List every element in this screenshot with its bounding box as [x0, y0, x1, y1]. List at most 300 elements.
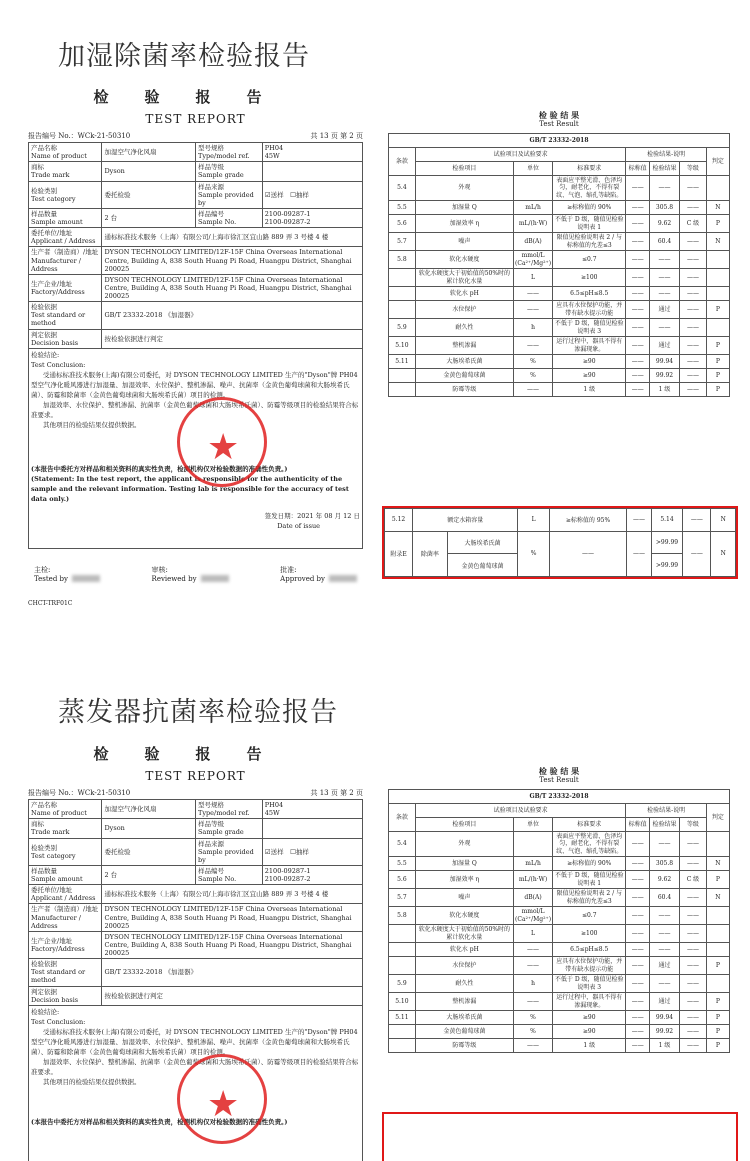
result-cell-val: ——: [626, 175, 649, 201]
issue-date-en: Date of issue: [277, 521, 320, 530]
result-cell-grade: ——: [680, 993, 707, 1011]
hl-req: ≥标称值的 95%: [549, 509, 626, 532]
result-cell-item: 噪声: [415, 233, 513, 251]
standard-header: GB/T 23332-2018: [389, 789, 730, 803]
result-cell-grade: ——: [680, 1039, 707, 1053]
signature-blurred: [72, 575, 100, 582]
value-standard: GB/T 23332-2018 《加湿器》: [102, 959, 363, 986]
label-applicant: 委托单位/地址 Applicant / Address: [29, 885, 102, 904]
result-cell-grade: ——: [680, 269, 707, 287]
label-trademark: 商标 Trade mark: [29, 162, 102, 181]
highlight-box-2: [382, 1112, 738, 1161]
test-report-doc-2: [28, 745, 363, 1161]
result-cell-judge: [706, 319, 729, 337]
result-cell-grade: ——: [680, 907, 707, 925]
result-row: [389, 957, 730, 975]
result-cell-req: ≤0.7: [553, 907, 626, 925]
label-model: 型号规格 Type/model ref.: [195, 143, 262, 162]
result-cell-unit: mL/(h·W): [514, 871, 553, 889]
value-product: 加湿空气净化风扇: [102, 143, 196, 162]
col-clause: 条款: [389, 803, 416, 831]
value-model: PH04 45W: [262, 800, 362, 819]
result-cell-judge: P: [706, 1011, 729, 1025]
form-code: CHCT-TRF01C: [28, 600, 73, 607]
result-cell-req: 1 级: [553, 383, 626, 397]
result-subtitle: Test Result: [539, 120, 579, 128]
result-cell-unit: dB(A): [514, 889, 553, 907]
result-cell-item: 金黄色葡萄球菌: [415, 1025, 513, 1039]
result-cell-grade: ——: [680, 251, 707, 269]
result-cell-res: ——: [649, 943, 679, 957]
conclusion-paragraph-2: 加湿效率、水位保护、整机渗漏、抗菌率（金黄色葡萄球菌和大肠埃希氏菌）、防霉等级项目的检验结果符合标准要求。: [31, 1058, 359, 1077]
result-cell-no: 5.11: [389, 1011, 416, 1025]
value-decision: 按检验依据进行判定: [102, 329, 363, 348]
approved-by: 批准: Approved by: [280, 566, 357, 584]
result-cell-unit: mL/h: [514, 857, 553, 871]
result-cell-no: 5.5: [389, 857, 416, 871]
result-cell-no: 5.4: [389, 831, 416, 857]
result-cell-judge: P: [706, 355, 729, 369]
result-cell-res: 305.8: [649, 201, 679, 215]
result-cell-val: ——: [626, 201, 649, 215]
result-cell-val: ——: [626, 233, 649, 251]
result-cell-item: 噪声: [415, 889, 513, 907]
hl-nominal: ——: [627, 509, 652, 532]
hl-unit: L: [518, 509, 550, 532]
statement-en: (Statement: In the test report, the applicant is responsible for the authenticity of the sample and the relevant information. Testing lab is responsible for the accuracy of test data only.): [31, 475, 349, 504]
result-cell-req: ≥90: [553, 1011, 626, 1025]
col-nominal: 标称值: [626, 161, 649, 175]
result-cell-req: 6.5≤pH≤8.5: [553, 943, 626, 957]
standard-header: GB/T 23332-2018: [389, 133, 730, 147]
result-cell-req: 应具有水位保护功能，并带有缺水提示功能: [553, 957, 626, 975]
result-row: [389, 1011, 730, 1025]
result-cell-res: 60.4: [649, 233, 679, 251]
result-cell-judge: [706, 251, 729, 269]
result-rows: [389, 175, 730, 397]
result-cell-unit: [514, 175, 553, 201]
result-cell-grade: ——: [680, 201, 707, 215]
result-cell-no: [389, 287, 416, 301]
conclusion-label: 检验结论: Test Conclusion:: [31, 350, 86, 369]
result-cell-no: 5.10: [389, 993, 416, 1011]
label-product: 产品名称 Name of product: [29, 143, 102, 162]
value-decision: 按检验依据进行判定: [102, 986, 363, 1005]
result-cell-no: 5.5: [389, 201, 416, 215]
result-cell-grade: ——: [680, 975, 707, 993]
result-cell-judge: P: [706, 993, 729, 1011]
result-cell-res: ——: [649, 287, 679, 301]
col-items: 试验项目及试验要求: [415, 803, 626, 817]
conclusion-paragraph-1: 受通标标准技术服务(上海)有限公司委托，对 DYSON TECHNOLOGY LIMITED 生产的"Dyson"牌 PH04 型空气净化暖风器进行加湿量、加湿效率、水位保护、整机渗漏、噪声、抗菌率（金黄色葡萄球菌和大肠埃希氏菌）、防霉和除菌率（金黄色葡萄球菌和大肠埃希氏菌）项目的检测。: [31, 1027, 358, 1056]
report-title-en: TEST REPORT: [145, 112, 246, 126]
result-cell-grade: ——: [680, 1025, 707, 1039]
result-row: [389, 993, 730, 1011]
result-cell-judge: P: [706, 215, 729, 233]
result-cell-unit: mL/h: [514, 201, 553, 215]
value-trademark: Dyson: [102, 819, 196, 838]
result-cell-val: ——: [626, 337, 649, 355]
result-cell-unit: %: [514, 1011, 553, 1025]
result-cell-unit: L: [514, 925, 553, 943]
label-source: 样品来源 Sample provided by: [195, 181, 262, 208]
result-cell-req: 1 级: [553, 1039, 626, 1053]
conclusion-paragraph-3: 其他项目的检验结果仅提供数据。: [43, 421, 141, 430]
result-cell-req: ≥100: [553, 269, 626, 287]
statement-cn: (本报告中委托方对样品和相关资料的真实性负责，检测机构仅对检验数据的准确性负责。): [31, 465, 288, 474]
conclusion-paragraph-2: 加湿效率、水位保护、整机渗漏、抗菌率（金黄色葡萄球菌和大肠埃希氏菌）、防霉等级项目的检验结果符合标准要求。: [31, 401, 359, 420]
result-cell-req: 应具有水位保护功能，并带有缺水提示功能: [553, 301, 626, 319]
result-cell-judge: P: [706, 957, 729, 975]
value-sample-no: 2100-09287-1 2100-09287-2: [262, 208, 362, 227]
result-cell-val: ——: [626, 251, 649, 269]
result-cell-req: 6.5≤pH≤8.5: [553, 287, 626, 301]
result-cell-res: 通过: [649, 337, 679, 355]
result-cell-no: 5.11: [389, 355, 416, 369]
signature-blurred: [201, 575, 229, 582]
hl-result: 5.14: [651, 509, 683, 532]
label-grade: 样品等级 Sample grade: [195, 819, 262, 838]
result-cell-unit: ——: [514, 1039, 553, 1053]
value-grade: [262, 819, 362, 838]
conclusion-paragraph-1: 受通标标准技术服务(上海)有限公司委托，对 DYSON TECHNOLOGY LIMITED 生产的"Dyson"牌 PH04 型空气净化暖风器进行加湿量、加湿效率、水位保护、整机渗漏、噪声、抗菌率（金黄色葡萄球菌和大肠埃希氏菌）、防霉和除菌率（金黄色葡萄球菌和大肠埃希氏菌）项目的检测。: [31, 370, 358, 399]
result-row: [389, 337, 730, 355]
result-cell-item: 整机渗漏: [415, 337, 513, 355]
result-cell-unit: %: [514, 1025, 553, 1039]
result-cell-req: ≤0.7: [553, 251, 626, 269]
result-cell-no: 5.7: [389, 889, 416, 907]
result-row: [389, 1039, 730, 1053]
result-cell-item: 加湿量 Q: [415, 201, 513, 215]
result-cell-res: 99.94: [649, 355, 679, 369]
result-cell-grade: C 级: [680, 215, 707, 233]
col-item: 检验项目: [415, 161, 513, 175]
label-source: 样品来源 Sample provided by: [195, 838, 262, 865]
result-cell-item: 外观: [415, 175, 513, 201]
label-amount: 样品数量 Sample amount: [29, 208, 102, 227]
value-standard: GB/T 23332-2018 《加湿器》: [102, 302, 363, 329]
result-cell-item: 金黄色葡萄球菌: [415, 369, 513, 383]
result-cell-grade: ——: [680, 319, 707, 337]
hl2-item: 除菌率: [413, 531, 448, 576]
conclusion-cell: [29, 348, 363, 548]
result-cell-val: ——: [626, 1039, 649, 1053]
result-cell-unit: mmol/L (Ca²⁺/Mg²⁺): [515, 908, 552, 923]
result-cell-judge: P: [706, 301, 729, 319]
highlighted-rows: 5.12 额定水箱容量 L ≥标称值的 95% —— 5.14 —— N 附录E 除菌率 大肠埃希氏菌 % —— —— >99.99 —— N 金黄色葡萄球菌 >99.99: [384, 508, 736, 577]
result-cell-judge: N: [706, 889, 729, 907]
result-row: [389, 301, 730, 319]
result-cell-req: ≥90: [553, 1025, 626, 1039]
label-applicant: 委托单位/地址 Applicant / Address: [29, 228, 102, 247]
value-sample-no: 2100-09287-1 2100-09287-2: [262, 865, 362, 884]
col-req: 标准要求: [553, 161, 626, 175]
label-decision: 判定依据 Decision basis: [29, 329, 102, 348]
test-result-doc-2: [388, 766, 730, 1161]
result-cell-req: 限值见检验说明表 2 / 与标称值的允差≤3: [553, 889, 626, 907]
value-factory: DYSON TECHNOLOGY LIMITED/12F-15F China Overseas International Centre, Building A, 838 South Huang Pi Road, Huangpu District, Shanghai 200025: [102, 274, 363, 301]
result-cell-unit: mL/(h·W): [514, 215, 553, 233]
result-cell-judge: [706, 175, 729, 201]
report-title-cn-2: 检验报告: [93, 745, 298, 763]
result-row: [389, 889, 730, 907]
col-item: 检验项目: [415, 817, 513, 831]
report-info-table: [28, 142, 363, 549]
hl-grade: ——: [683, 509, 711, 532]
result-cell-item: 外观: [415, 831, 513, 857]
result-cell-item: 软化水硬度大于初始值的50%时的累计软化水量: [415, 925, 513, 943]
statement-cn: (本报告中委托方对样品和相关资料的真实性负责，检测机构仅对检验数据的准确性负责。): [31, 1118, 288, 1127]
hl-judge: N: [711, 509, 736, 532]
official-seal-stamp: [177, 397, 267, 487]
result-cell-judge: [706, 287, 729, 301]
result-cell-no: 5.6: [389, 871, 416, 889]
result-cell-val: ——: [626, 907, 649, 925]
label-product: 产品名称 Name of product: [29, 800, 102, 819]
result-row: [389, 369, 730, 383]
label-standard: 检验依据 Test standard or method: [29, 959, 102, 986]
result-cell-no: 5.7: [389, 233, 416, 251]
result-cell-res: ——: [649, 907, 679, 925]
value-applicant: 通标标准技术服务（上海）有限公司/上海市徐汇区宜山路 889 弄 3 号楼 4 楼: [102, 885, 363, 904]
report-number-2: 报告编号 No.：WCk-21-50310: [28, 789, 131, 797]
issue-date: 签发日期：2021 年 08 月 12 日: [264, 511, 360, 520]
star-icon: ★: [207, 426, 240, 468]
result-cell-res: 通过: [649, 957, 679, 975]
hl2-result1: >99.99: [651, 531, 683, 554]
result-cell-res: 9.62: [649, 215, 679, 233]
conclusion-label: 检验结论: Test Conclusion:: [31, 1007, 86, 1026]
result-cell-no: [389, 943, 416, 957]
result-cell-req: 不低于 D 级，随值见检验说明表 3: [553, 975, 626, 993]
result-cell-grade: C 级: [680, 871, 707, 889]
result-cell-res: ——: [649, 251, 679, 269]
col-results: 检验结果-说明: [626, 803, 706, 817]
result-cell-val: ——: [626, 369, 649, 383]
label-sample-no: 样品编号 Sample No.: [195, 208, 262, 227]
label-manufacturer: 生产者（制造商）/地址 Manufacturer / Address: [29, 247, 102, 274]
result-title: 检 验 结 果: [538, 110, 580, 120]
label-grade: 样品等级 Sample grade: [195, 162, 262, 181]
result-cell-req: ≥标称值的 90%: [553, 201, 626, 215]
result-cell-item: 整机渗漏: [415, 993, 513, 1011]
value-factory: DYSON TECHNOLOGY LIMITED/12F-15F China Overseas International Centre, Building A, 838 South Huang Pi Road, Huangpu District, Shanghai 200025: [102, 931, 363, 958]
result-cell-res: ——: [649, 975, 679, 993]
result-cell-val: ——: [626, 889, 649, 907]
value-source: ☑送样 ☐抽样: [262, 838, 362, 865]
result-cell-grade: ——: [680, 925, 707, 943]
result-row: [389, 975, 730, 993]
report-title-en-2: TEST REPORT: [145, 769, 246, 783]
result-row: [389, 831, 730, 857]
value-amount: 2 台: [102, 865, 196, 884]
result-cell-item: 加湿量 Q: [415, 857, 513, 871]
result-cell-no: [389, 1025, 416, 1039]
label-model: 型号规格 Type/model ref.: [195, 800, 262, 819]
result-cell-judge: [706, 831, 729, 857]
result-cell-no: [389, 269, 416, 287]
result-cell-grade: ——: [680, 301, 707, 319]
result-cell-grade: ——: [680, 383, 707, 397]
result-cell-item: 软化水硬度大于初始值的50%时的累计软化水量: [415, 269, 513, 287]
reviewed-by: 审核: Reviewed by: [152, 566, 229, 584]
result-cell-val: ——: [626, 269, 649, 287]
result-cell-item: 软化水 pH: [415, 943, 513, 957]
result-row: [389, 287, 730, 301]
section-title-2: 蒸发器抗菌率检验报告: [58, 697, 338, 728]
result-cell-judge: P: [706, 1039, 729, 1053]
result-cell-req: 限值见检验说明表 2 / 与标称值的允差≤3: [553, 233, 626, 251]
result-cell-item: 水位保护: [415, 301, 513, 319]
result-cell-req: ≥100: [553, 925, 626, 943]
value-source: ☑送样 ☐抽样: [262, 181, 362, 208]
result-row: [389, 925, 730, 943]
result-cell-res: ——: [649, 831, 679, 857]
result-cell-grade: ——: [680, 369, 707, 383]
result-cell-req: 运行过程中，器具不得有渗漏现象。: [553, 993, 626, 1011]
result-cell-no: [389, 925, 416, 943]
result-cell-res: 9.62: [649, 871, 679, 889]
result-cell-grade: ——: [680, 857, 707, 871]
result-cell-unit: mmol/L (Ca²⁺/Mg²⁺): [515, 252, 552, 267]
result-cell-val: ——: [626, 215, 649, 233]
result-table-2: [388, 789, 730, 1054]
result-cell-val: ——: [626, 857, 649, 871]
col-results: 检验结果-说明: [626, 147, 706, 161]
result-cell-judge: P: [706, 871, 729, 889]
result-title-2: 检 验 结 果: [538, 766, 580, 776]
value-manufacturer: DYSON TECHNOLOGY LIMITED/12F-15F China Overseas International Centre, Building A, 838 South Huang Pi Road, Huangpu District, Shanghai 200025: [102, 247, 363, 274]
result-row: [389, 319, 730, 337]
result-cell-grade: ——: [680, 889, 707, 907]
col-unit: 单位: [514, 817, 553, 831]
result-cell-item: 防霉等级: [415, 1039, 513, 1053]
result-table: [388, 133, 730, 398]
col-judge: 判定: [706, 147, 729, 175]
hl2-sub2: 金黄色葡萄球菌: [447, 554, 518, 577]
label-manufacturer: 生产者（制造商）/地址 Manufacturer / Address: [29, 904, 102, 931]
result-cell-res: 305.8: [649, 857, 679, 871]
test-report-doc: [28, 88, 363, 608]
result-rows-2: [389, 831, 730, 1053]
result-row: [389, 857, 730, 871]
result-cell-judge: P: [706, 1025, 729, 1039]
label-trademark: 商标 Trade mark: [29, 819, 102, 838]
result-cell-judge: P: [706, 369, 729, 383]
result-cell-res: 通过: [649, 301, 679, 319]
result-row: [389, 251, 730, 269]
result-cell-val: ——: [626, 993, 649, 1011]
result-cell-res: ——: [649, 925, 679, 943]
value-product: 加湿空气净化风扇: [102, 800, 196, 819]
hl2-req: ——: [549, 531, 626, 576]
result-cell-grade: ——: [680, 355, 707, 369]
result-row: [389, 1025, 730, 1039]
result-cell-item: 加湿效率 η: [415, 871, 513, 889]
result-cell-judge: N: [706, 233, 729, 251]
result-cell-unit: ——: [514, 957, 553, 975]
highlight-box: [382, 506, 738, 579]
result-cell-unit: %: [514, 355, 553, 369]
result-cell-val: ——: [626, 319, 649, 337]
result-row: [389, 233, 730, 251]
result-cell-item: 耐久性: [415, 975, 513, 993]
result-cell-unit: L: [514, 269, 553, 287]
result-subtitle-2: Test Result: [539, 776, 579, 784]
result-cell-req: 运行过程中，器具不得有渗漏现象。: [553, 337, 626, 355]
result-cell-res: 60.4: [649, 889, 679, 907]
result-cell-req: 不低于 D 级，随值见检验说明表 3: [553, 319, 626, 337]
result-cell-val: ——: [626, 831, 649, 857]
result-row: [389, 175, 730, 201]
result-cell-res: 通过: [649, 993, 679, 1011]
result-cell-val: ——: [626, 355, 649, 369]
result-cell-item: 软化水 pH: [415, 287, 513, 301]
result-cell-req: 表面应平整光滑，色泽均匀，耐老化，不得有裂纹、气泡、缩孔等缺陷。: [553, 175, 626, 201]
label-amount: 样品数量 Sample amount: [29, 865, 102, 884]
result-cell-item: 软化水硬度: [415, 907, 513, 925]
result-cell-val: ——: [626, 301, 649, 319]
official-seal-stamp: [177, 1054, 267, 1144]
hl-item: 额定水箱容量: [413, 509, 518, 532]
result-cell-res: ——: [649, 175, 679, 201]
value-trademark: Dyson: [102, 162, 196, 181]
result-cell-unit: h: [514, 319, 553, 337]
section-title-1: 加湿除菌率检验报告: [58, 41, 310, 72]
result-cell-val: ——: [626, 871, 649, 889]
result-cell-item: 软化水硬度: [415, 251, 513, 269]
result-cell-unit: h: [514, 975, 553, 993]
result-cell-item: 水位保护: [415, 957, 513, 975]
result-cell-grade: ——: [680, 957, 707, 975]
result-cell-grade: ——: [680, 287, 707, 301]
result-cell-req: ≥标称值的 90%: [553, 857, 626, 871]
col-unit: 单位: [514, 161, 553, 175]
result-row: [389, 269, 730, 287]
value-applicant: 通标标准技术服务（上海）有限公司/上海市徐汇区宜山路 889 弄 3 号楼 4 楼: [102, 228, 363, 247]
label-category: 检验类别 Test category: [29, 181, 102, 208]
result-cell-no: [389, 1039, 416, 1053]
conclusion-paragraph-3: 其他项目的检验结果仅提供数据。: [43, 1078, 141, 1087]
result-cell-grade: ——: [680, 1011, 707, 1025]
hl-clause: 5.12: [385, 509, 413, 532]
col-grade: 等级: [680, 161, 707, 175]
result-row: [389, 871, 730, 889]
result-cell-unit: ——: [514, 943, 553, 957]
result-cell-unit: ——: [514, 337, 553, 355]
result-cell-val: ——: [626, 975, 649, 993]
result-cell-judge: [706, 907, 729, 925]
label-factory: 生产企业/地址 Factory/Address: [29, 931, 102, 958]
label-standard: 检验依据 Test standard or method: [29, 302, 102, 329]
result-cell-item: 大肠埃希氏菌: [415, 1011, 513, 1025]
hl2-unit: %: [518, 531, 550, 576]
result-row: [389, 907, 730, 925]
result-cell-unit: ——: [514, 301, 553, 319]
result-cell-res: 99.92: [649, 369, 679, 383]
col-result: 检验结果: [649, 817, 679, 831]
result-cell-res: ——: [649, 319, 679, 337]
result-cell-grade: ——: [680, 831, 707, 857]
result-cell-val: ——: [626, 925, 649, 943]
result-cell-res: 99.94: [649, 1011, 679, 1025]
result-row: [389, 383, 730, 397]
page-indicator: 共 13 页 第 2 页: [310, 132, 363, 140]
conclusion-cell-2: [29, 1005, 363, 1161]
result-cell-req: ≥90: [553, 355, 626, 369]
result-cell-judge: [706, 925, 729, 943]
result-cell-grade: ——: [680, 337, 707, 355]
